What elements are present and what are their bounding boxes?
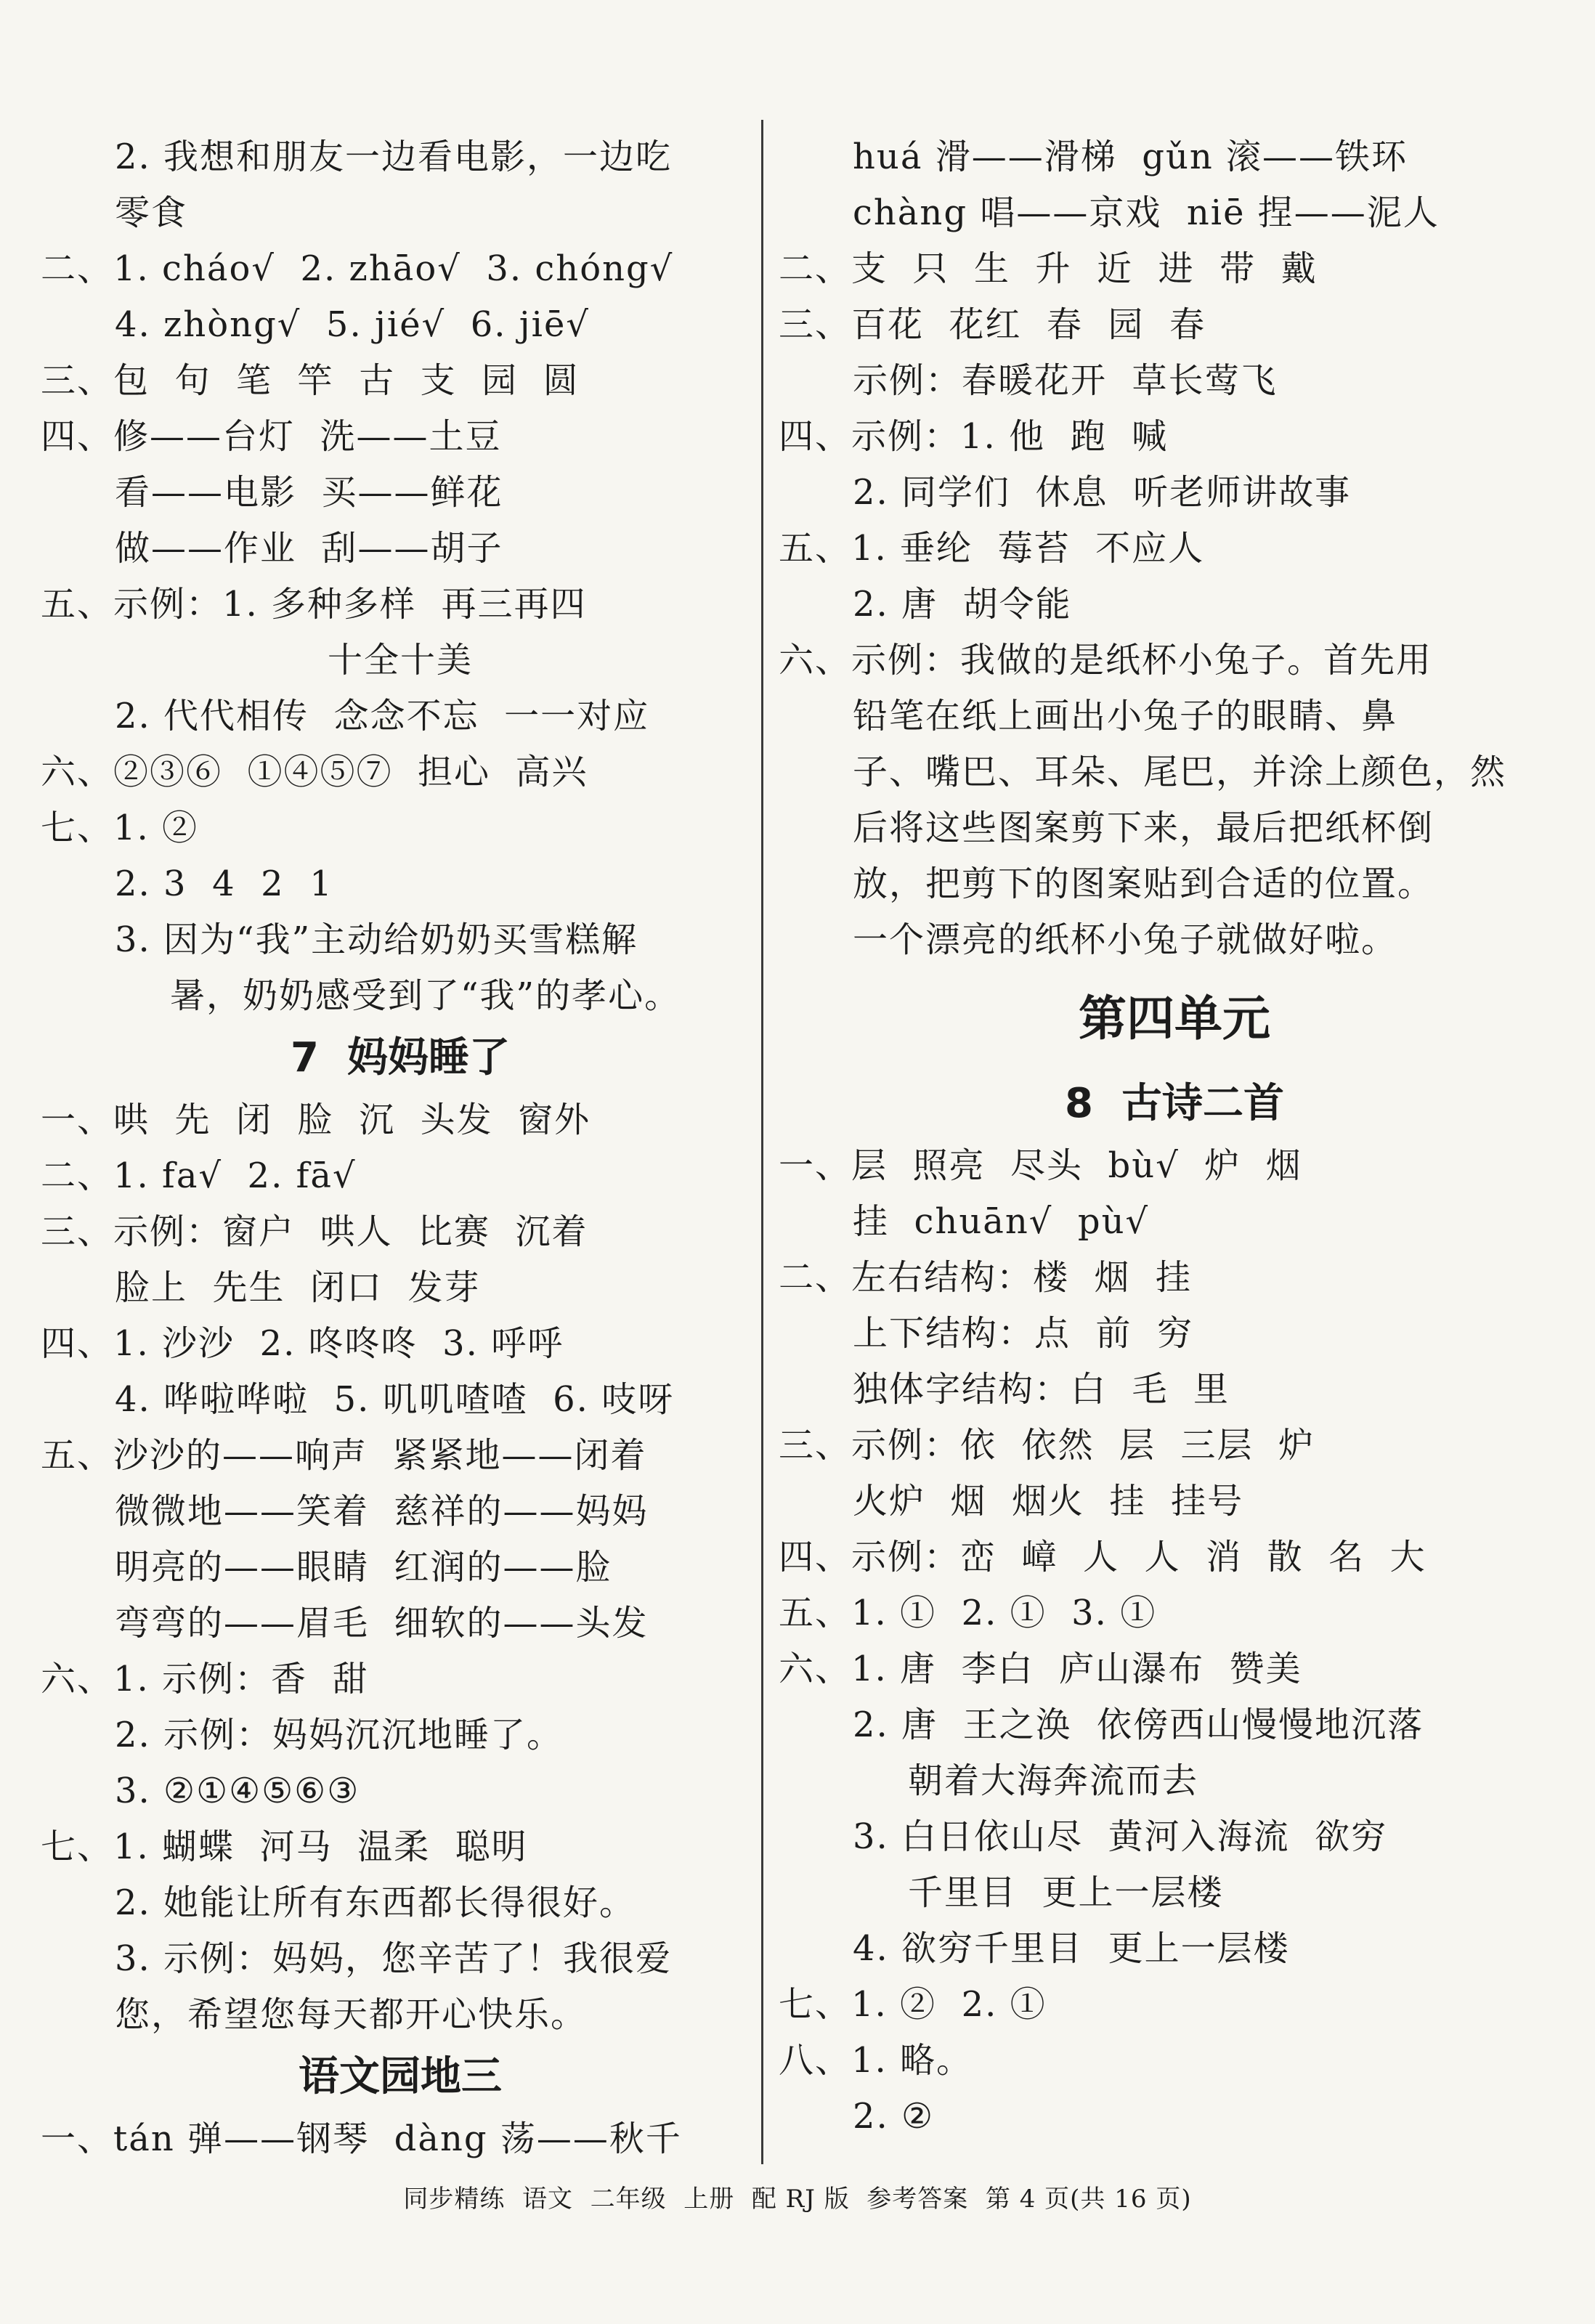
answer-line: 2. 我想和朋友一边看电影，一边吃 (115, 137, 673, 177)
answer-line: 七、1. 蝴蝶 河马 温柔 聪明 (41, 1827, 528, 1867)
answer-line: 一、哄 先 闭 脸 沉 头发 窗外 (41, 1100, 591, 1140)
answer-line: 一、tán 弹——钢琴 dàng 荡——秋千 (41, 2118, 682, 2159)
page-footer: 同步精练 语文 二年级 上册 配 RJ 版 参考答案 第 4 页(共 16 页) (403, 2185, 1192, 2214)
answer-line: 一、层 照亮 尽头 bù√ 炉 烟 (779, 1145, 1302, 1186)
answer-line: 您，希望您每天都开心快乐。 (115, 1994, 588, 2035)
answer-line: 放，把剪下的图案贴到合适的位置。 (853, 864, 1434, 904)
column-divider (761, 120, 763, 2164)
answer-line: 三、包 句 笔 竿 古 支 园 圆 (41, 360, 580, 401)
answer-line: 后将这些图案剪下来，最后把纸杯倒 (853, 808, 1434, 848)
section-heading: 第四单元 (1079, 991, 1270, 1047)
answer-line: 2. 示例：妈妈沉沉地睡了。 (115, 1715, 564, 1755)
answer-line: 二、1. fa√ 2. fā√ (41, 1155, 357, 1196)
section-heading: 8 古诗二首 (1065, 1080, 1284, 1127)
answer-line: 2. 她能让所有东西都长得很好。 (115, 1882, 636, 1923)
answer-line: 四、示例：峦 嶂 人 人 消 散 名 大 (779, 1537, 1426, 1577)
answer-line: 子、嘴巴、耳朵、尾巴，并涂上颜色，然 (853, 752, 1507, 792)
answer-line: 4. 哗啦哗啦 5. 叽叽喳喳 6. 吱呀 (115, 1379, 675, 1420)
answer-line: 挂 chuān√ pù√ (853, 1201, 1150, 1242)
answer-line: 明亮的——眼睛 红润的——脸 (115, 1547, 612, 1588)
answer-line: 十全十美 (327, 640, 473, 680)
answer-line: 四、示例：1. 他 跑 喊 (779, 416, 1169, 457)
answer-line: 做——作业 刮——胡子 (115, 528, 503, 569)
answer-line: 五、1. 垂纶 莓苔 不应人 (779, 528, 1205, 569)
answer-line: 零食 (115, 192, 188, 233)
answer-line: 2. 唐 王之涣 依傍西山慢慢地沉落 (853, 1705, 1424, 1745)
answer-line: 2. 同学们 休息 听老师讲故事 (853, 472, 1352, 513)
answer-line: 三、百花 花红 春 园 春 (779, 304, 1206, 345)
answer-line: 一个漂亮的纸杯小兔子就做好啦。 (853, 919, 1398, 960)
answer-line: 上下结构：点 前 穷 (853, 1313, 1194, 1354)
answer-line: 2. ② (853, 2096, 935, 2137)
answer-line: 脸上 先生 闭口 发芽 (115, 1267, 481, 1308)
answer-line: 弯弯的——眉毛 细软的——头发 (115, 1603, 649, 1644)
answer-line: 六、②③⑥ ①④⑤⑦ 担心 高兴 (41, 752, 588, 792)
section-heading: 语文园地三 (299, 2053, 502, 2100)
section-heading: 7 妈妈睡了 (291, 1034, 510, 1081)
answer-line: 3. 因为“我”主动给奶奶买雪糕解 (115, 919, 638, 960)
answer-line: 2. 代代相传 念念不忘 一一对应 (115, 696, 650, 736)
answer-line: 三、示例：窗户 哄人 比赛 沉着 (41, 1211, 588, 1252)
answer-line: 4. 欲穷千里目 更上一层楼 (853, 1928, 1290, 1969)
answer-line: 2. 3 4 2 1 (115, 864, 333, 904)
answer-line: 铅笔在纸上画出小兔子的眼睛、鼻 (853, 696, 1398, 736)
answer-line: 四、修——台灯 洗——土豆 (41, 416, 502, 457)
answer-line: 3. 白日依山尽 黄河入海流 欲穷 (853, 1816, 1388, 1857)
answer-line: 八、1. 略。 (779, 2040, 973, 2081)
answer-line: 朝着大海奔流而去 (908, 1760, 1199, 1801)
answer-line: 二、支 只 生 升 近 进 带 戴 (779, 248, 1318, 289)
answer-line: 七、1. ② (41, 808, 199, 848)
answer-line: 看——电影 买——鲜花 (115, 472, 503, 513)
answer-line: 4. zhòng√ 5. jié√ 6. jiē√ (115, 304, 590, 345)
answer-line: chàng 唱——京戏 niē 捏——泥人 (853, 192, 1440, 233)
answer-line: 二、左右结构：楼 烟 挂 (779, 1257, 1193, 1298)
answer-line: 五、沙沙的——响声 紧紧地——闭着 (41, 1435, 647, 1476)
answer-line: 3. ②①④⑤⑥③ (115, 1771, 360, 1811)
right-column (779, 129, 1570, 2145)
answer-line: 示例：春暖花开 草长莺飞 (853, 360, 1278, 401)
answer-line: 火炉 烟 烟火 挂 挂号 (853, 1481, 1244, 1521)
left-column (41, 129, 760, 2167)
answer-line: 六、示例：我做的是纸杯小兔子。首先用 (779, 640, 1433, 680)
answer-line: 五、1. ① 2. ① 3. ① (779, 1593, 1157, 1633)
answer-line: 二、1. cháo√ 2. zhāo√ 3. chóng√ (41, 248, 674, 289)
answer-line: 独体字结构：白 毛 里 (853, 1369, 1230, 1410)
answer-line: huá 滑——滑梯 gǔn 滚——铁环 (853, 137, 1408, 177)
answer-line: 3. 示例：妈妈，您辛苦了！我很爱 (115, 1938, 673, 1979)
answer-line: 千里目 更上一层楼 (908, 1872, 1224, 1913)
answer-line: 暑，奶奶感受到了“我”的孝心。 (170, 975, 681, 1016)
answer-line: 七、1. ② 2. ① (779, 1984, 1047, 2025)
answer-line: 六、1. 唐 李白 庐山瀑布 赞美 (779, 1649, 1302, 1689)
answer-line: 四、1. 沙沙 2. 咚咚咚 3. 呼呼 (41, 1323, 564, 1364)
answer-line: 三、示例：依 依然 层 三层 炉 (779, 1425, 1315, 1466)
answer-line: 微微地——笑着 慈祥的——妈妈 (115, 1491, 649, 1532)
answer-line: 2. 唐 胡令能 (853, 584, 1072, 625)
answer-line: 六、1. 示例：香 甜 (41, 1659, 369, 1699)
answer-line: 五、示例：1. 多种多样 再三再四 (41, 584, 587, 625)
